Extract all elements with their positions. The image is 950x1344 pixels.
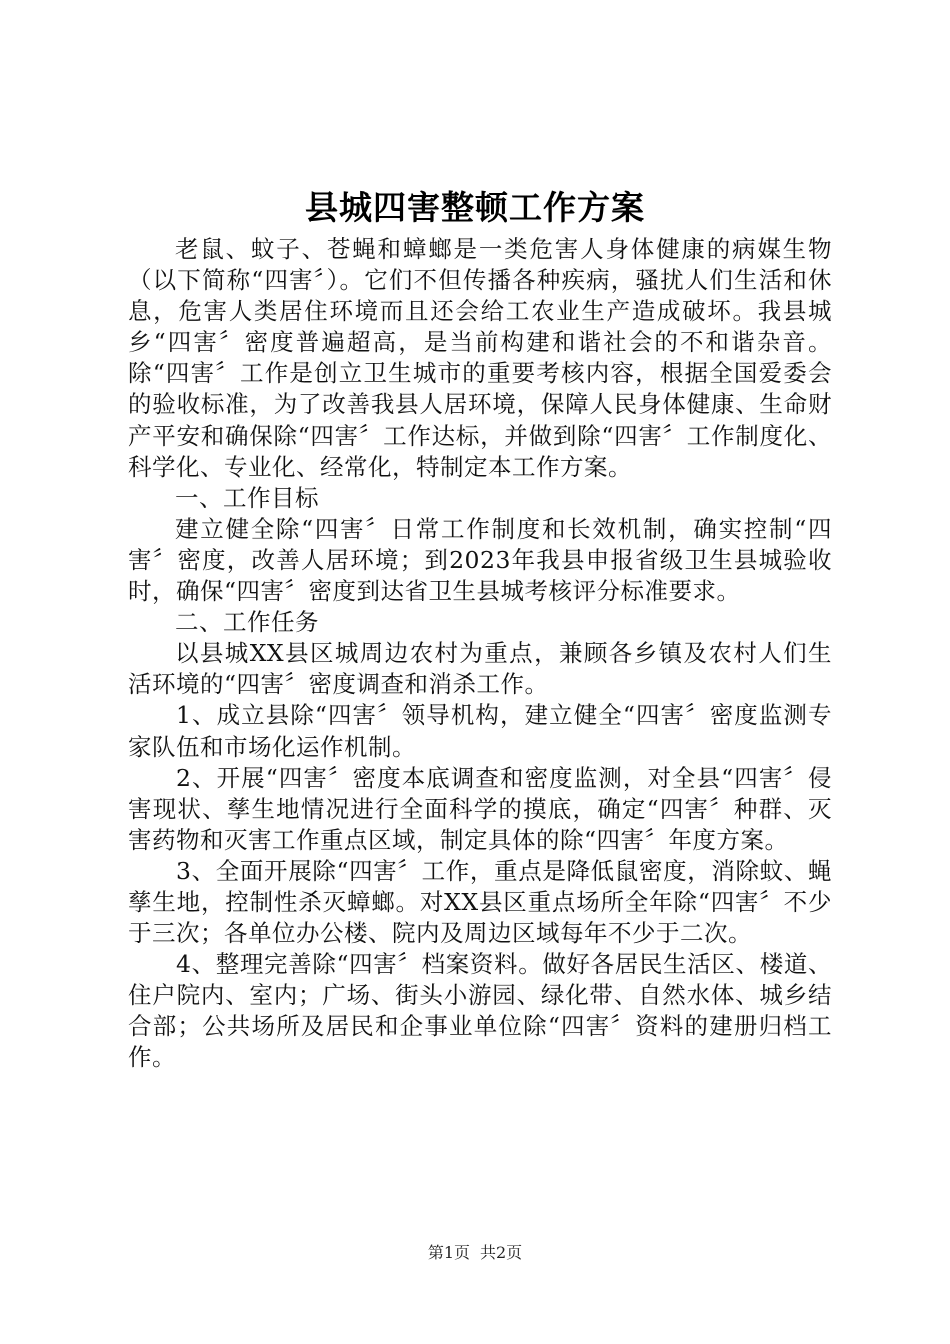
task-item-4: 4、整理完善除“四害〞档案资料。做好各居民生活区、楼道、住户院内、室内；广场、街头小游园、绿化带、自然水体、城乡结合部；公共场所及居民和企事业单位除“四害〞资料的建册归档工作。 [128,950,832,1072]
task-item-1: 1、成立县除“四害〞领导机构，建立健全“四害〞密度监测专家队伍和市场化运作机制。 [128,701,832,761]
intro-paragraph: 老鼠、蚊子、苍蝇和蟑螂是一类危害人身体健康的病媒生物（以下简称“四害〞）。它们不但传播各种疾病，骚扰人们生活和休息，危害人类居住环境而且还会给工农业生产造成破坏。我县城乡“四害〞密度普遍超高，是当前构建和谐社会的不和谐杂音。除“四害〞工作是创立卫生城市的重要考核内容，根据全国爱委会的验收标准，为了改善我县人居环境，保障人民身体健康、生命财产平安和确保除“四害〞工作达标，并做到除“四害〞工作制度化、科学化、专业化、经常化，特制定本工作方案。 [128,235,832,481]
page-number-current: 第1页 [427,1243,470,1262]
page-footer [0,1242,950,1264]
document-title: 县城四害整顿工作方案 [305,188,645,227]
section-heading-tasks: 二、工作任务 [175,608,319,637]
section-heading-goals: 一、工作目标 [175,483,319,512]
goals-paragraph: 建立健全除“四害〞日常工作制度和长效机制，确实控制“四害〞密度，改善人居环境；到2023年我县申报省级卫生县城验收时，确保“四害〞密度到达省卫生县城考核评分标准要求。 [128,514,832,606]
tasks-intro-paragraph: 以县城XX县区城周边农村为重点，兼顾各乡镇及农村人们生活环境的“四害〞密度调查和消杀工作。 [128,639,832,699]
document-body [128,234,832,1074]
task-item-2: 2、开展“四害〞密度本底调查和密度监测，对全县“四害〞侵害现状、孳生地情况进行全面科学的摸底，确定“四害〞种群、灭害药物和灭害工作重点区域，制定具体的除“四害〞年度方案。 [128,763,832,854]
page-number-total: 共2页 [480,1243,523,1262]
task-item-3: 3、全面开展除“四害〞工作，重点是降低鼠密度，消除蚊、蝇孳生地，控制性杀灭蟑螂。对XX县区重点场所全年除“四害〞不少于三次；各单位办公楼、院内及周边区域每年不少于二次。 [128,856,832,948]
